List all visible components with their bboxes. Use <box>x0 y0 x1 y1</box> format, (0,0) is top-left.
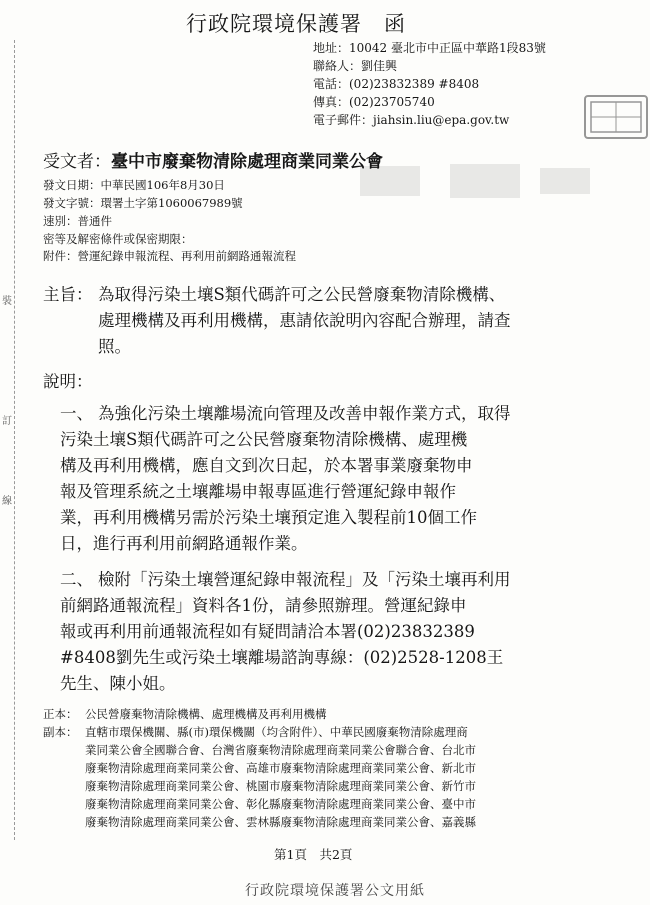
sender-address: 地址：10042 臺北市中正區中華路1段83號 <box>313 41 546 55</box>
sender-phone: 電話：(02)23832389 #8408 <box>313 77 480 91</box>
original-recipients: 公民營廢棄物清除機構、處理機構及再利用機構 <box>85 707 327 721</box>
subject-line: 處理機構及再利用機構，惠請依說明內容配合辦理，請查 <box>98 311 511 330</box>
item-line: 業，再利用機構另需於污染土壤預定進入製程前10個工作 <box>60 508 477 527</box>
item-line: 報或再利用前通報流程如有疑問請洽本署(02)23832389 <box>60 622 475 641</box>
sender-contact: 聯絡人：劉佳興 <box>313 59 398 73</box>
recipient <box>43 147 383 172</box>
binding-mark-ding: 訂 <box>2 416 12 427</box>
item-line: 污染土壤S類代碼許可之公民營廢棄物清除機構、處理機 <box>60 430 468 449</box>
copy-recipient-line: 廢棄物清除處理商業同業公會、高雄市廢棄物清除處理商業同業公會、新北市 <box>85 761 476 775</box>
subject-label: 主旨： <box>43 285 93 304</box>
official-seal-stamp <box>584 95 648 139</box>
original-recipient-label: 正本： <box>43 707 78 721</box>
sender-email: 電子郵件：jiahsin.liu@epa.gov.tw <box>313 113 510 127</box>
explanation-label: 說明： <box>43 372 93 391</box>
subject-line: 照。 <box>98 337 131 356</box>
recipient-name: 臺中市廢棄物清除處理商業同業公會 <box>111 152 383 172</box>
secrecy-level: 密等及解密條件或保密期限： <box>43 232 193 246</box>
item-line: 日，進行再利用前網路通報作業。 <box>60 534 308 553</box>
recipient-label: 受文者： <box>43 152 111 172</box>
item-line: 報及管理系統之土壤離場申報專區進行營運紀錄申報作 <box>60 482 456 501</box>
copy-recipient-line: 廢棄物清除處理商業同業公會、桃園市廢棄物清除處理商業同業公會、新竹市 <box>85 779 476 793</box>
item-line: 檢附「污染土壤營運紀錄申報流程」及「污染土壤再利用 <box>98 570 511 589</box>
binding-mark-zhuang: 裝 <box>2 296 12 307</box>
item-number: 二、 <box>60 570 93 589</box>
copy-recipient-line: 直轄市環保機關、縣(市)環保機關（均含附件）、中華民國廢棄物清除處理商 <box>85 725 468 739</box>
item-line: 為強化污染土壤離場流向管理及改善申報作業方式，取得 <box>98 404 511 423</box>
item-number: 一、 <box>60 404 93 423</box>
copy-recipient-label: 副本： <box>43 725 78 739</box>
delivery-speed: 速別：普通件 <box>43 214 112 228</box>
copy-recipient-line: 廢棄物清除處理商業同業公會、彰化縣廢棄物清除處理商業同業公會、臺中市 <box>85 797 476 811</box>
sender-fax: 傳真：(02)23705740 <box>313 95 435 109</box>
item-line: 先生、陳小姐。 <box>60 674 176 693</box>
issue-date: 發文日期：中華民國106年8月30日 <box>43 178 225 192</box>
attachments: 附件：營運紀錄申報流程、再利用前網路通報流程 <box>43 249 296 263</box>
copy-recipient-line: 廢棄物清除處理商業同業公會、雲林縣廢棄物清除處理商業同業公會、嘉義縣 <box>85 815 476 829</box>
binding-mark-xian: 線 <box>2 496 12 507</box>
item-line: 前網路通報流程」資料各1份，請參照辦理。營運紀錄申 <box>60 596 467 615</box>
page-number: 第1頁 共2頁 <box>274 847 353 862</box>
binding-line <box>0 40 15 840</box>
copy-recipient-line: 業同業公會全國聯合會、台灣省廢棄物清除處理商業同業公會聯合會、台北市 <box>85 743 476 757</box>
subject-line: 為取得污染土壤S類代碼許可之公民營廢棄物清除機構、 <box>98 285 506 304</box>
document-number: 發文字號：環署土字第1060067989號 <box>43 196 243 210</box>
item-line: #8408劉先生或污染土壤離場諮詢專線：(02)2528-1208王 <box>60 648 504 667</box>
item-line: 構及再利用機構，應自文到次日起，於本署事業廢棄物申 <box>60 456 473 475</box>
letterhead-footer: 行政院環境保護署公文用紙 <box>245 883 425 899</box>
document-title: 行政院環境保護署 函 <box>186 12 406 36</box>
